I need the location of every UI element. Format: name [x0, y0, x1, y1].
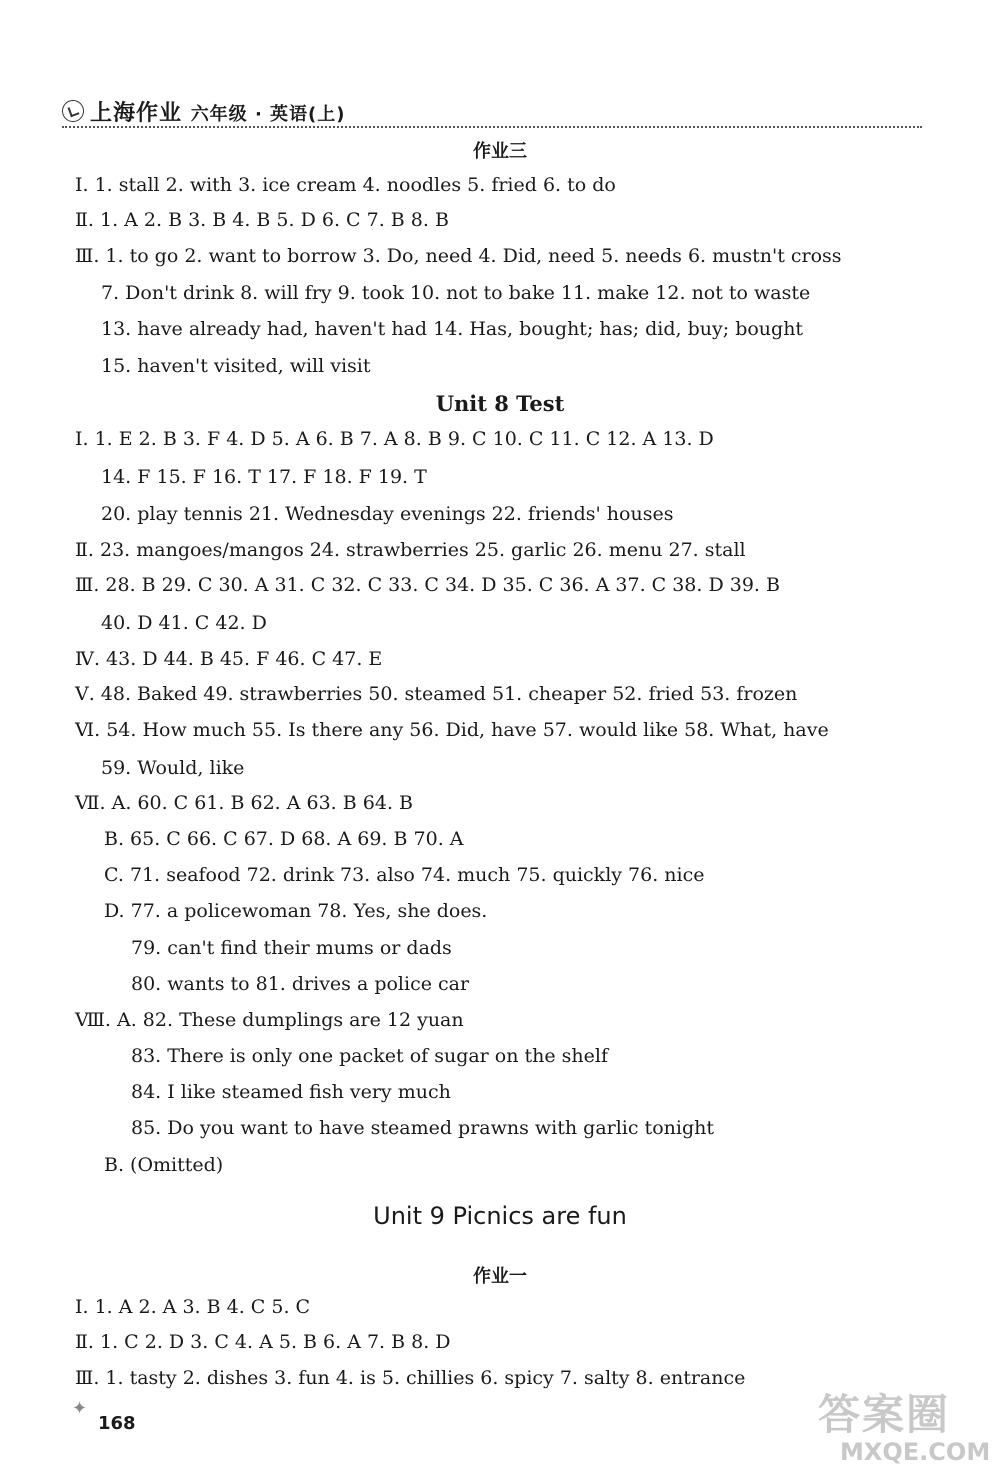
answer-line: Ⅱ. 23. mangoes/mangos 24. strawberries 25. garlic 26. menu 27. stall — [75, 539, 746, 561]
corner-decoration-icon: ✦ — [72, 1398, 88, 1419]
answer-line: 79. can't find their mums or dads — [131, 937, 452, 959]
unit9-title: Unit 9 Picnics are fun — [373, 1202, 627, 1230]
grade-subject: 六年级 · 英语(上) — [190, 104, 346, 125]
answer-line: 20. play tennis 21. Wednesday evenings 22. friends' houses — [101, 503, 674, 525]
answer-line: Ⅰ. 1. A 2. A 3. B 4. C 5. C — [75, 1296, 311, 1318]
answer-line: 83. There is only one packet of sugar on the shelf — [131, 1045, 609, 1067]
section-unit8-test-heading: Unit 8 Test — [435, 391, 565, 416]
answer-line: Ⅳ. 43. D 44. B 45. F 46. C 47. E — [75, 648, 383, 670]
answer-line: 85. Do you want to have steamed prawns with garlic tonight — [131, 1117, 714, 1139]
page-number: 168 — [98, 1413, 136, 1434]
answer-line: Ⅰ. 1. E 2. B 3. F 4. D 5. A 6. B 7. A 8. B 9. C 10. C 11. C 12. A 13. D — [75, 428, 714, 450]
answer-line: C. 71. seafood 72. drink 73. also 74. much 75. quickly 76. nice — [104, 864, 705, 886]
answer-line: Ⅲ. 1. tasty 2. dishes 3. fun 4. is 5. chillies 6. spicy 7. salty 8. entrance — [75, 1367, 746, 1389]
answer-line: 40. D 41. C 42. D — [101, 612, 267, 634]
watermark-logo — [810, 1382, 990, 1477]
watermark-text-url: MXQE.COM — [840, 1438, 991, 1466]
answer-line: 15. haven't visited, will visit — [101, 355, 371, 377]
answer-line: 7. Don't drink 8. will fry 9. took 10. not to bake 11. make 12. not to waste — [101, 282, 811, 304]
series-name: 上海作业 — [90, 101, 183, 126]
answer-line: Ⅲ. 28. B 29. C 30. A 31. C 32. C 33. C 34. D 35. C 36. A 37. C 38. D 39. B — [75, 574, 780, 596]
page-header — [62, 96, 922, 128]
answer-line: 13. have already had, haven't had 14. Has, bought; has; did, buy; bought — [101, 318, 804, 340]
answer-line: Ⅱ. 1. A 2. B 3. B 4. B 5. D 6. C 7. B 8. B — [75, 209, 449, 231]
answer-line: B. (Omitted) — [104, 1154, 224, 1176]
header-title — [90, 96, 346, 127]
answer-line: Ⅷ. A. 82. These dumplings are 12 yuan — [75, 1009, 464, 1031]
answer-line: Ⅰ. 1. stall 2. with 3. ice cream 4. noodles 5. fried 6. to do — [75, 174, 616, 196]
answer-line: Ⅵ. 54. How much 55. Is there any 56. Did, have 57. would like 58. What, have — [75, 719, 829, 741]
answer-line: Ⅱ. 1. C 2. D 3. C 4. A 5. B 6. A 7. B 8. D — [75, 1331, 451, 1353]
section-hw1-heading: 作业一 — [473, 1266, 527, 1287]
answer-line: 59. Would, like — [101, 757, 245, 779]
answer-line: Ⅶ. A. 60. C 61. B 62. A 63. B 64. B — [75, 792, 413, 814]
watermark-text-cn: 答案圈 — [818, 1390, 951, 1439]
answer-line: 80. wants to 81. drives a police car — [131, 973, 470, 995]
answer-line: Ⅲ. 1. to go 2. want to borrow 3. Do, need 4. Did, need 5. needs 6. mustn't cross — [75, 245, 842, 267]
answer-line: 14. F 15. F 16. T 17. F 18. F 19. T — [101, 466, 427, 488]
section-hw3-heading: 作业三 — [473, 141, 527, 162]
answer-line: B. 65. C 66. C 67. D 68. A 69. B 70. A — [104, 828, 464, 850]
answer-line: D. 77. a policewoman 78. Yes, she does. — [104, 900, 488, 922]
book-logo-icon — [62, 100, 84, 122]
answer-line: 84. I like steamed fish very much — [131, 1081, 451, 1103]
answer-line: Ⅴ. 48. Baked 49. strawberries 50. steamed 51. cheaper 52. fried 53. frozen — [75, 683, 798, 705]
